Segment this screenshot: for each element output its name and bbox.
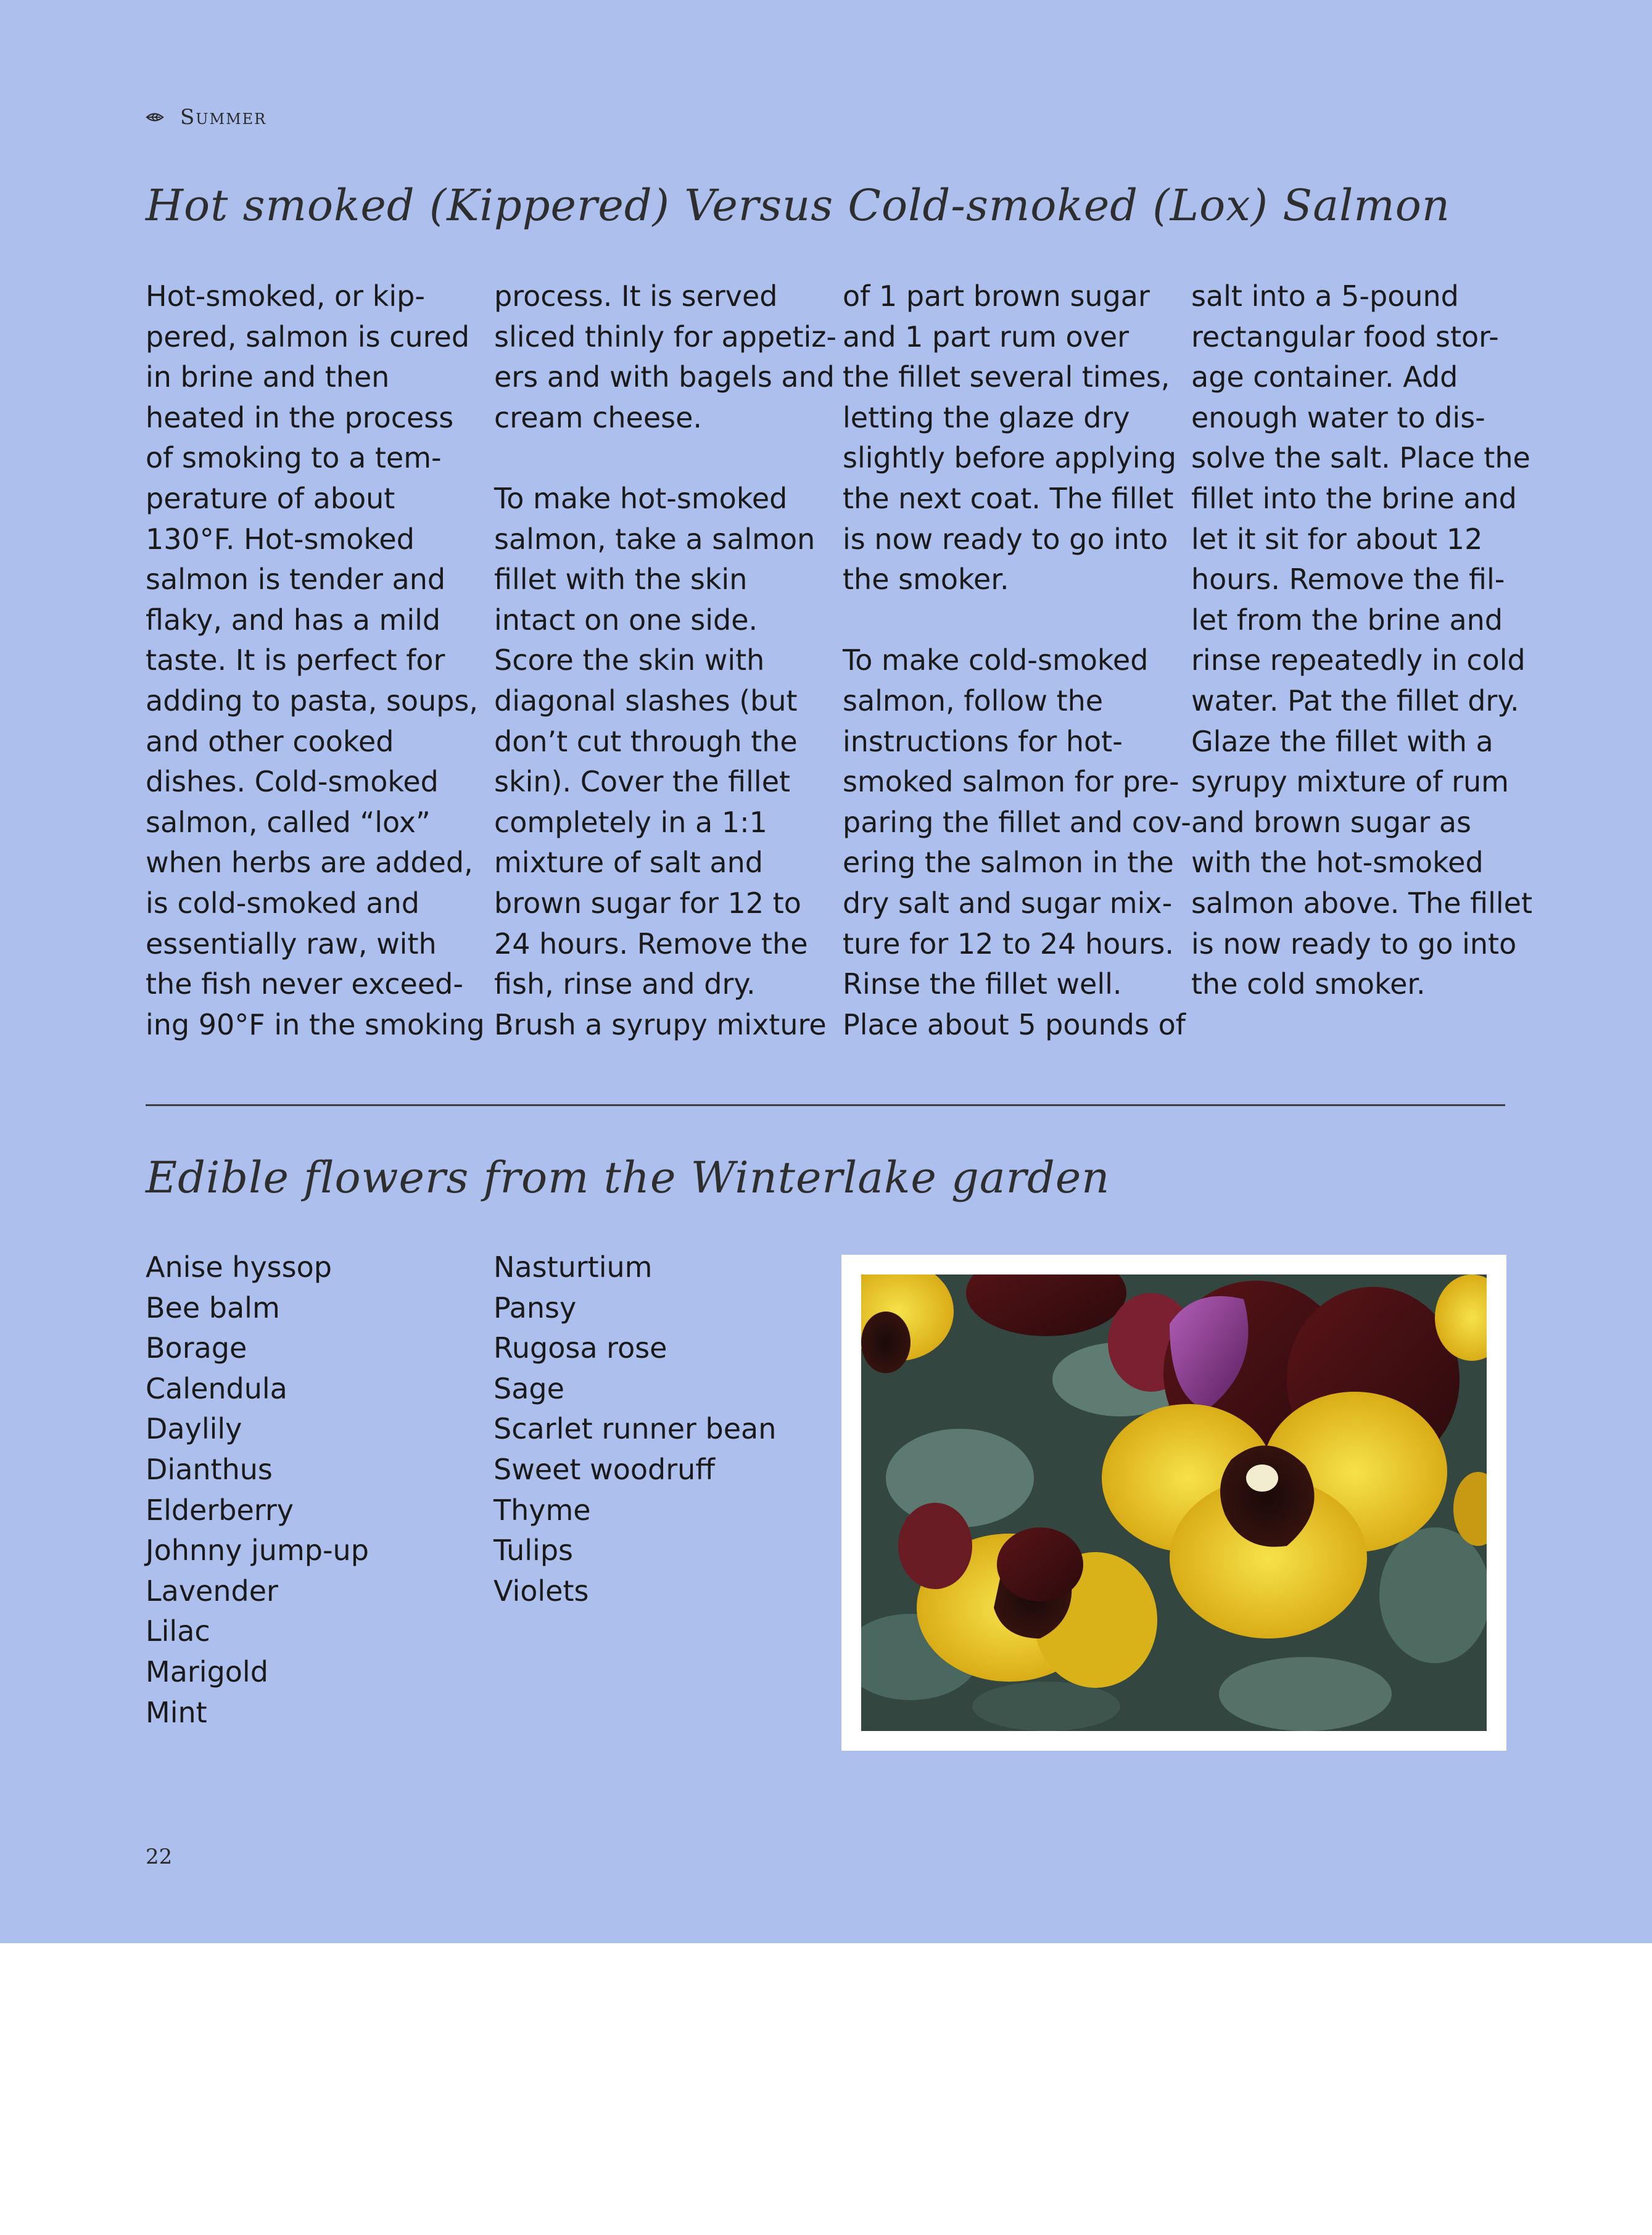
flower-list-item: Pansy bbox=[494, 1291, 577, 1324]
article-body bbox=[146, 276, 1533, 1045]
flower-list-item: Thyme bbox=[494, 1493, 591, 1527]
flower-list-item: Marigold bbox=[146, 1655, 268, 1688]
flower-list-left bbox=[146, 1247, 369, 1733]
article-column-3 bbox=[843, 276, 1191, 1045]
flower-list-item: Tulips bbox=[494, 1534, 573, 1568]
article-column-4 bbox=[1191, 276, 1540, 1045]
flower-list-item: Bee balm bbox=[146, 1291, 280, 1324]
flower-list-right bbox=[494, 1247, 776, 1611]
article-paragraph: Hot-smoked, or kip- pered, salmon is cured in brine and then heated in the process of smoking to a tem- perature of about 130°F. Hot-smoked salmon is tender and flaky, and has a mild taste. It is perfect for adding to pasta, soups, and other cooked dishes. Cold-smoked salmon, called “lox” when herbs are added, is cold-smoked and essentially raw, with the fish never exceed- ing 90°F in the smoking bbox=[146, 279, 485, 1041]
flower-list-item: Elderberry bbox=[146, 1493, 294, 1527]
article-column-2 bbox=[494, 276, 843, 1045]
photo-frame bbox=[841, 1255, 1506, 1751]
leaf-ornament-icon bbox=[146, 110, 164, 124]
pansies-photo bbox=[861, 1274, 1487, 1731]
flower-list-item: Violets bbox=[494, 1574, 589, 1608]
flower-list-item: Borage bbox=[146, 1331, 247, 1365]
section-divider bbox=[146, 1104, 1505, 1106]
flower-list-item: Mint bbox=[146, 1695, 207, 1729]
flower-list-item: Daylily bbox=[146, 1412, 242, 1446]
article-paragraph: of 1 part brown sugar and 1 part rum over the fillet several times, letting the glaze dry slightly before applying the next coat. The fillet is now ready to go into the smoker. bbox=[843, 279, 1176, 597]
article-paragraph: process. It is served sliced thinly for appetiz- ers and with bagels and cream cheese. bbox=[494, 279, 837, 434]
article-paragraph: To make cold-smoked salmon, follow the instructions for hot- smoked salmon for pre- paring the fillet and cov- ering the salmon in the dry salt and sugar mix- ture for 12 to 24 hours. Rinse the fillet well. Place about 5 pounds of bbox=[843, 643, 1191, 1041]
flower-list-item: Rugosa rose bbox=[494, 1331, 667, 1365]
flower-list-item: Sage bbox=[494, 1371, 564, 1405]
flower-list-item: Sweet woodruff bbox=[494, 1452, 715, 1486]
article-column-1 bbox=[146, 276, 494, 1045]
flower-list-item: Anise hyssop bbox=[146, 1250, 332, 1284]
flower-list-item: Lavender bbox=[146, 1574, 278, 1608]
flower-list-item: Scarlet runner bean bbox=[494, 1412, 777, 1446]
flower-list-item: Johnny jump-up bbox=[146, 1534, 369, 1568]
flower-list-item: Calendula bbox=[146, 1371, 287, 1405]
page-number: 22 bbox=[146, 1845, 173, 1869]
running-head bbox=[146, 105, 266, 130]
running-head-section: Summer bbox=[180, 105, 267, 130]
flower-list-item: Lilac bbox=[146, 1614, 210, 1648]
flower-list-item: Dianthus bbox=[146, 1452, 273, 1486]
article-paragraph: salt into a 5-pound rectangular food stor- age container. Add enough water to dis- solve the salt. Place the fillet into the brine and let it sit for about 12 hours. Remove the fil- let from the brine and rinse repeatedly in cold water. Pat the fillet dry. Glaze the fillet with a syrupy mixture of rum and brown sugar as with the hot-smoked salmon above. The fillet is now ready to go into the cold smoker. bbox=[1191, 279, 1533, 1001]
flowers-title: Edible flowers from the Winterlake garden bbox=[146, 1152, 1110, 1203]
article-title: Hot smoked (Kippered) Versus Cold-smoked (Lox) Salmon bbox=[146, 180, 1450, 231]
article-paragraph: To make hot-smoked salmon, take a salmon fillet with the skin intact on one side. Score the skin with diagonal slashes (but don’t cut through the skin). Cover the fillet completely in a 1:1 mixture of salt and brown sugar for 12 to 24 hours. Remove the fish, rinse and dry. Brush a syrupy mixture bbox=[494, 481, 827, 1041]
flower-list-item: Nasturtium bbox=[494, 1250, 653, 1284]
